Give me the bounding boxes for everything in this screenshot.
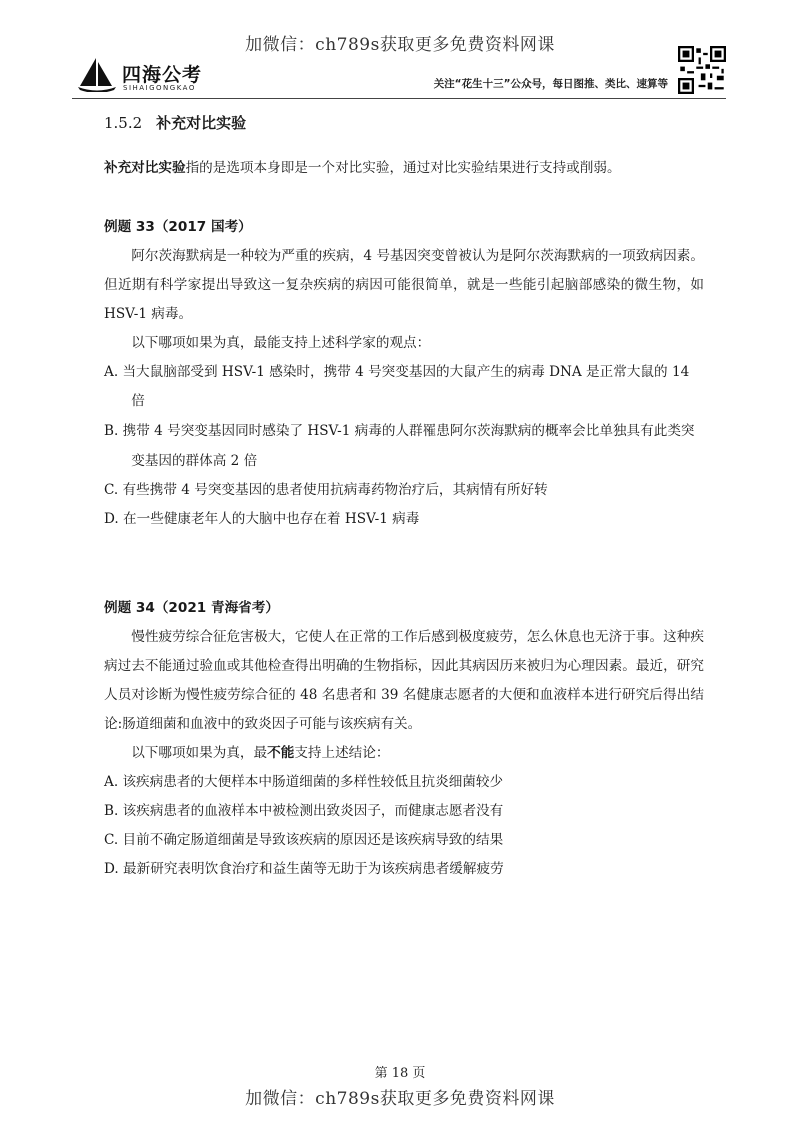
example-34-option-d: D. 最新研究表明饮食治疗和益生菌等无助于为该疾病患者缓解疲劳 bbox=[104, 861, 504, 877]
page-number: 第 18 页 bbox=[374, 1066, 426, 1081]
question-pre: 以下哪项如果为真，最 bbox=[131, 745, 268, 761]
example-33-title: 例题 33（2017 国考） bbox=[104, 219, 252, 235]
example-33-question: 以下哪项如果为真，最能支持上述科学家的观点： bbox=[131, 335, 431, 351]
example-33-stem: 阿尔茨海默病是一种较为严重的疾病，4 号基因突变曾被认为是阿尔茨海默病的一项致病因素。但近期有科学家提出导致这一复杂疾病的病因可能很简单，就是一些能引起脑部感染的微生物，如 HSV-1 病毒。 bbox=[104, 248, 704, 322]
sailboat-logo-icon bbox=[76, 56, 118, 92]
example-33-option-c: C. 有些携带 4 号突变基因的患者使用抗病毒药物治疗后，其病情有所好转 bbox=[104, 482, 548, 498]
example-34-stem: 慢性疲劳综合征危害极大，它使人在正常的工作后感到极度疲劳，怎么休息也无济于事。这种疾病过去不能通过验血或其他检查得出明确的生物指标，因此其病因历来被归为心理因素。最近，研究人员对诊断为慢性疲劳综合征的 48 名患者和 39 名健康志愿者的大便和血液样本进行研究后得出结论:肠道细菌和血液中的致炎因子可能与该疾病有关。 bbox=[104, 629, 704, 732]
section-intro bbox=[104, 154, 704, 183]
page-header bbox=[72, 50, 726, 98]
question-post: 支持上述结论： bbox=[294, 745, 390, 761]
example-34-option-c: C. 目前不确定肠道细菌是导致该疾病的原因还是该疾病导致的结果 bbox=[104, 832, 504, 848]
example-34-option-b: B. 该疾病患者的血液样本中被检测出致炎因子，而健康志愿者没有 bbox=[104, 803, 504, 819]
intro-term: 补充对比实验 bbox=[104, 160, 186, 176]
logo bbox=[76, 56, 226, 96]
section-number: 1.5.2 bbox=[104, 114, 143, 132]
example-34-title: 例题 34（2021 青海省考） bbox=[104, 600, 279, 616]
section-title: 补充对比实验 bbox=[156, 114, 247, 132]
logo-text: 四海公考 bbox=[122, 64, 203, 86]
example-33-option-d: D. 在一些健康老年人的大脑中也存在着 HSV-1 病毒 bbox=[104, 511, 420, 527]
example-33-option-a: A. 当大鼠脑部受到 HSV-1 感染时，携带 4 号突变基因的大鼠产生的病毒 DNA 是正常大鼠的 14 倍 bbox=[104, 364, 690, 409]
watermark-bottom: 加微信：ch789s获取更多免费资料网课 bbox=[245, 1089, 555, 1109]
header-note: 关注“花生十三”公众号，每日图推、类比、速算等 bbox=[433, 78, 668, 90]
intro-text: 指的是选项本身即是一个对比实验，通过对比实验结果进行支持或削弱。 bbox=[185, 160, 621, 176]
watermark-top: 加微信：ch789s获取更多免费资料网课 bbox=[245, 35, 555, 55]
example-34-option-a: A. 该疾病患者的大便样本中肠道细菌的多样性较低且抗炎细菌较少 bbox=[104, 774, 504, 790]
page-content bbox=[104, 112, 704, 884]
example-33-option-b: B. 携带 4 号突变基因同时感染了 HSV-1 病毒的人群罹患阿尔茨海默病的概率会比单独具有此类突变基因的群体高 2 倍 bbox=[104, 423, 695, 469]
question-emphasis: 不能 bbox=[267, 745, 295, 761]
example-34-question bbox=[104, 739, 704, 768]
section-heading bbox=[104, 112, 704, 136]
qr-code-icon bbox=[678, 46, 726, 94]
logo-subtext: SIHAIGONGKAO bbox=[123, 84, 196, 92]
header-divider bbox=[72, 98, 726, 99]
